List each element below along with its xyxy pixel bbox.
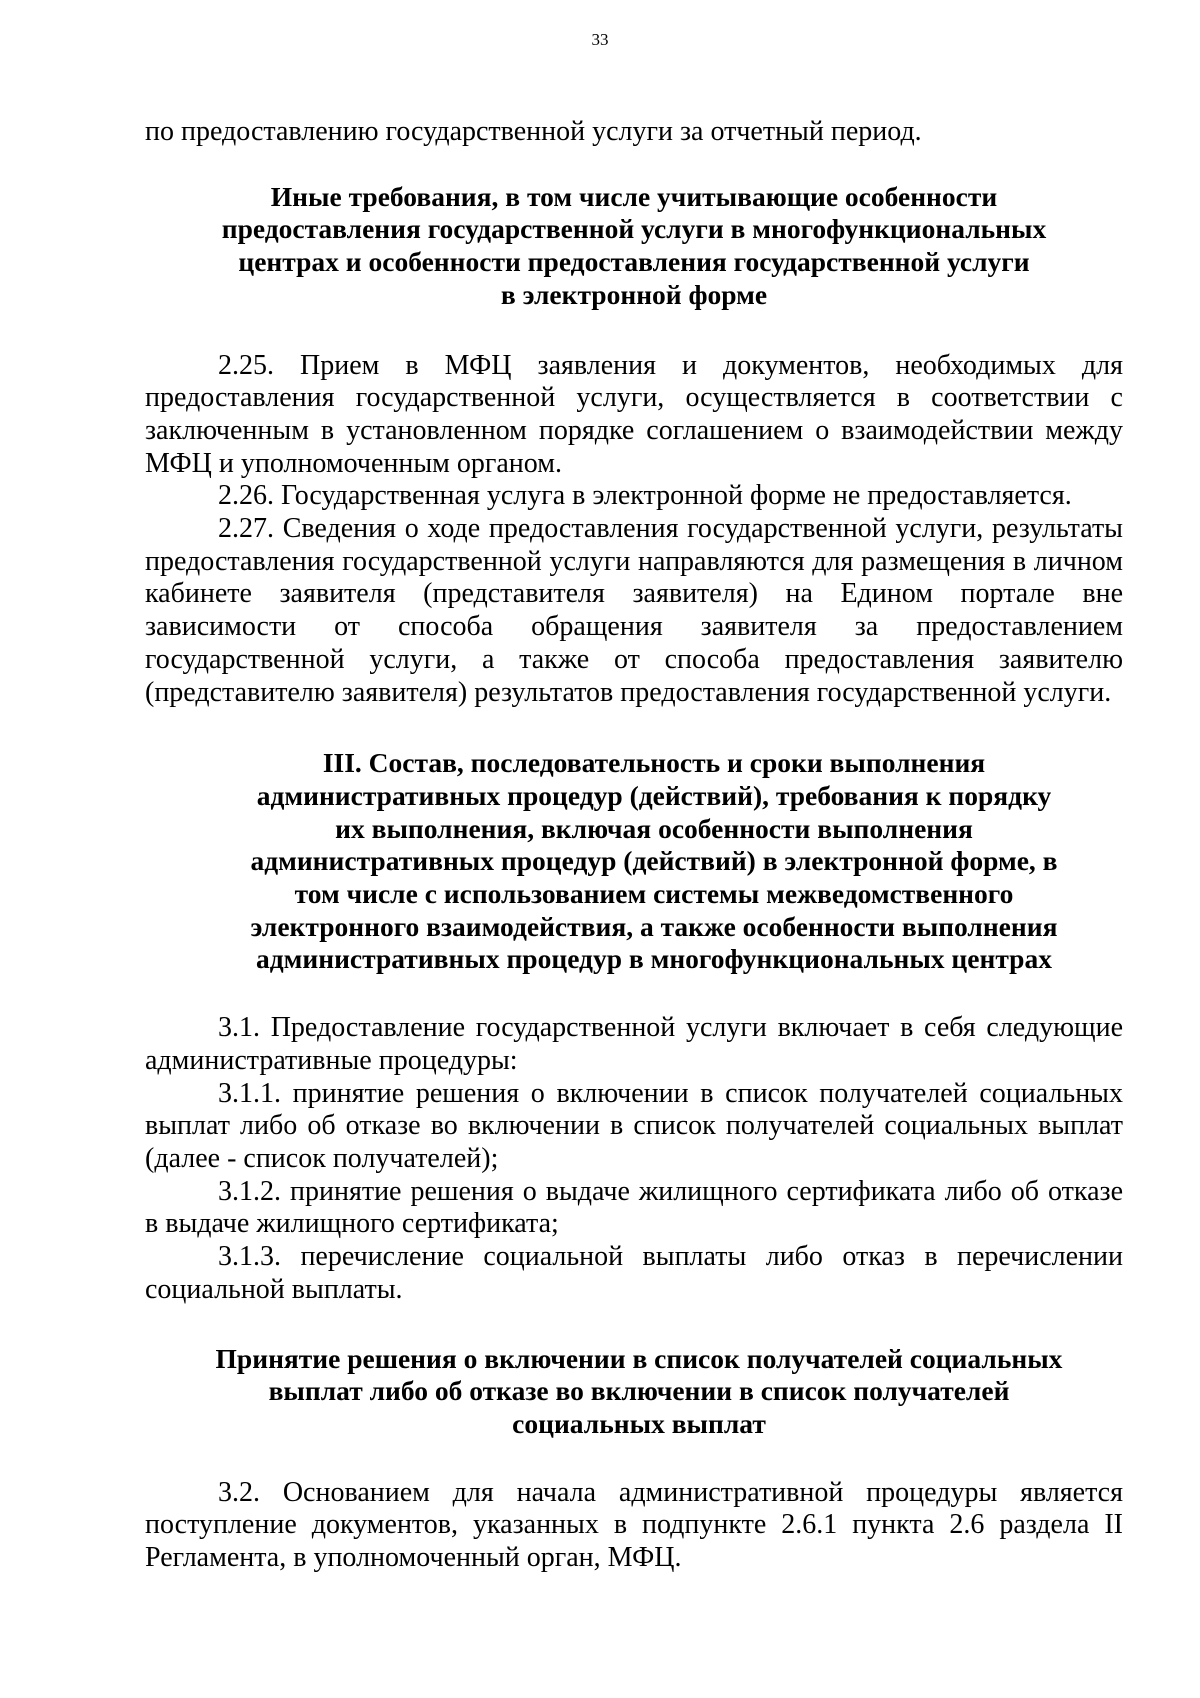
paragraph-3-1-2: 3.1.2. принятие решения о выдаче жилищного сертификата либо об отказе в выдаче жилищного сертификата; [145,1175,1123,1240]
heading-line: административных процедур в многофункциональных центрах [256,943,1052,975]
page-content [145,116,1123,1575]
heading-line: Иные требования, в том числе учитывающие особенности [270,180,998,212]
heading-line: в электронной форме [500,278,768,310]
heading-line: административных процедур (действий) в электронной форме, в [250,845,1058,877]
heading-line: административных процедур (действий), требования к порядку [256,779,1052,811]
continuation-text: по предоставлению государственной услуги за отчетный период. [145,116,922,147]
heading-line: том числе с использованием системы межведомственного [294,878,1014,910]
heading-line: III. Состав, последовательность и сроки выполнения [322,747,986,779]
heading-other-requirements [145,181,1123,312]
heading-section-3 [145,747,1123,976]
paragraph-3-1-1: 3.1.1. принятие решения о включении в список получателей социальных выплат либо об отказе во включении в список получателей социальных выплат (далее - список получателей); [145,1077,1123,1174]
page-number: 33 [591,30,609,49]
paragraph-3-1: 3.1. Предоставление государственной услуги включает в себя следующие административные процедуры: [145,1012,1123,1076]
heading-line: Принятие решения о включении в список получателей социальных [215,1342,1063,1374]
heading-line: электронного взаимодействия, а также особенности выполнения [250,910,1058,942]
heading-line: социальных выплат [512,1407,766,1439]
heading-line: их выполнения, включая особенности выполнения [335,812,973,844]
paragraph-3-1-3: 3.1.3. перечисление социальной выплаты либо отказ в перечислении социальной выплаты. [145,1241,1123,1305]
heading-decision [145,1343,1123,1441]
heading-line: выплат либо об отказе во включении в список получателей [268,1375,1010,1407]
heading-line: центрах и особенности предоставления государственной услуги [238,246,1030,278]
paragraph-3-2: 3.2. Основанием для начала административной процедуры является поступление документов, указанных в подпункте 2.6.1 пункта 2.6 раздела II Регламента, в уполномоченный орган, МФЦ. [145,1476,1123,1574]
heading-line: предоставления государственной услуги в многофункциональных [221,213,1047,245]
paragraph-2-27: 2.27. Сведения о ходе предоставления государственной услуги, результаты предоставления государственной услуги направляются для размещения в личном кабинете заявителя (представителя заявителя) на Едином портале вне зависимости от способа обращения заявителя за предоставлением государственной услуги, а также от способа предоставления заявителю (представителю заявителя) результатов предоставления государственной услуги. [145,513,1123,708]
paragraph-2-26: 2.26. Государственная услуга в электронной форме не предоставляется. [218,480,1072,512]
paragraph-2-25: 2.25. Прием в МФЦ заявления и документов, необходимых для предоставления государственной услуги, осуществляется в соответствии с заключенным в установленном порядке соглашением о взаимодействии между МФЦ и уполномоченным органом. [145,349,1123,479]
